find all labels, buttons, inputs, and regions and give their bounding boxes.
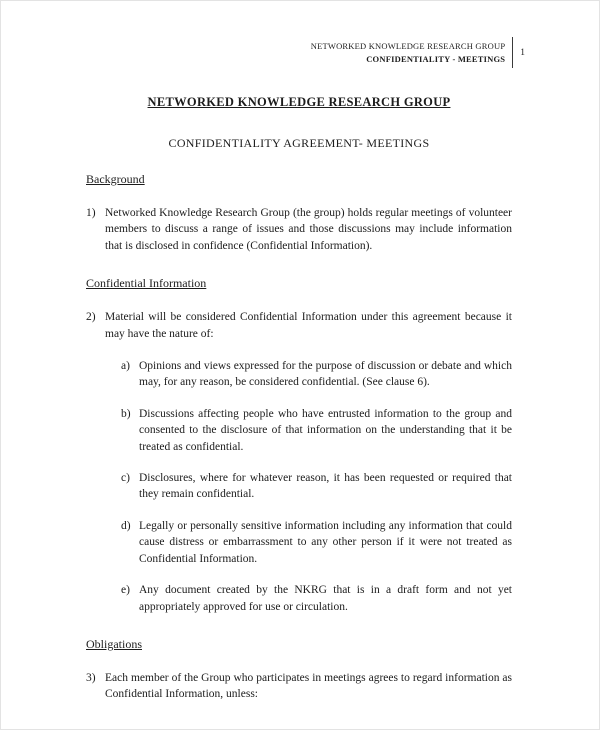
item-text: Discussions affecting people who have entrusted information to the group and consented to the disclosure of that information on the understanding that it be treated as confidential. — [139, 407, 512, 453]
header-doc-type: CONFIDENTIALITY - MEETINGS — [366, 53, 506, 64]
item-label: e) — [121, 584, 130, 597]
item-label: 2) — [86, 311, 96, 324]
item-text: Disclosures, where for whatever reason, it has been requested or required that they remain confidential. — [139, 472, 512, 501]
item-text: Material will be considered Confidential Information under this agreement because it may have the nature of: — [105, 311, 512, 340]
list-item-1 — [86, 205, 512, 254]
page-number: 1 — [520, 47, 525, 58]
list-item-3 — [86, 670, 512, 703]
list-item-2 — [86, 309, 512, 342]
item-label: b) — [121, 407, 131, 420]
section-heading-background: Background — [86, 172, 145, 186]
item-text: Opinions and views expressed for the purpose of discussion or debate and which may, for any reason, be considered confidential. (See clause 6). — [139, 360, 512, 389]
list-subitem-b — [121, 406, 512, 455]
item-label: 3) — [86, 671, 96, 684]
item-label: a) — [121, 360, 130, 373]
list-subitem-c — [121, 470, 512, 503]
item-text: Any document created by the NKRG that is in a draft form and not yet appropriately approved for use or circulation. — [139, 584, 512, 613]
section-heading-obligations: Obligations — [86, 636, 142, 651]
list-subitem-a — [121, 358, 512, 391]
item-text: Each member of the Group who participates in meetings agrees to regard information as Confidential Information, unless: — [105, 671, 512, 701]
item-text: Legally or personally sensitive information including any information that could cause distress or embarrassment to any other person if it were not treated as Confidential Information. — [139, 519, 512, 565]
header-org-name: NETWORKED KNOWLEDGE RESEARCH GROUP — [310, 41, 506, 51]
document-content — [86, 1, 512, 703]
list-subitem-d — [121, 518, 512, 567]
section-heading-confidential-information: Confidential Information — [86, 276, 207, 291]
item-label: 1) — [86, 207, 96, 219]
item-label: d) — [121, 519, 131, 532]
item-text: Networked Knowledge Research Group (the group) holds regular meetings of volunteer members to discuss a range of issues and those discussions may include information that is disclosed in confidence (Confidential Information). — [105, 207, 512, 252]
document-subtitle: CONFIDENTIALITY AGREEMENT- MEETINGS — [168, 136, 430, 150]
item-label: c) — [121, 472, 130, 485]
list-subitem-e — [121, 582, 512, 615]
document-title: NETWORKED KNOWLEDGE RESEARCH GROUP — [147, 95, 451, 109]
